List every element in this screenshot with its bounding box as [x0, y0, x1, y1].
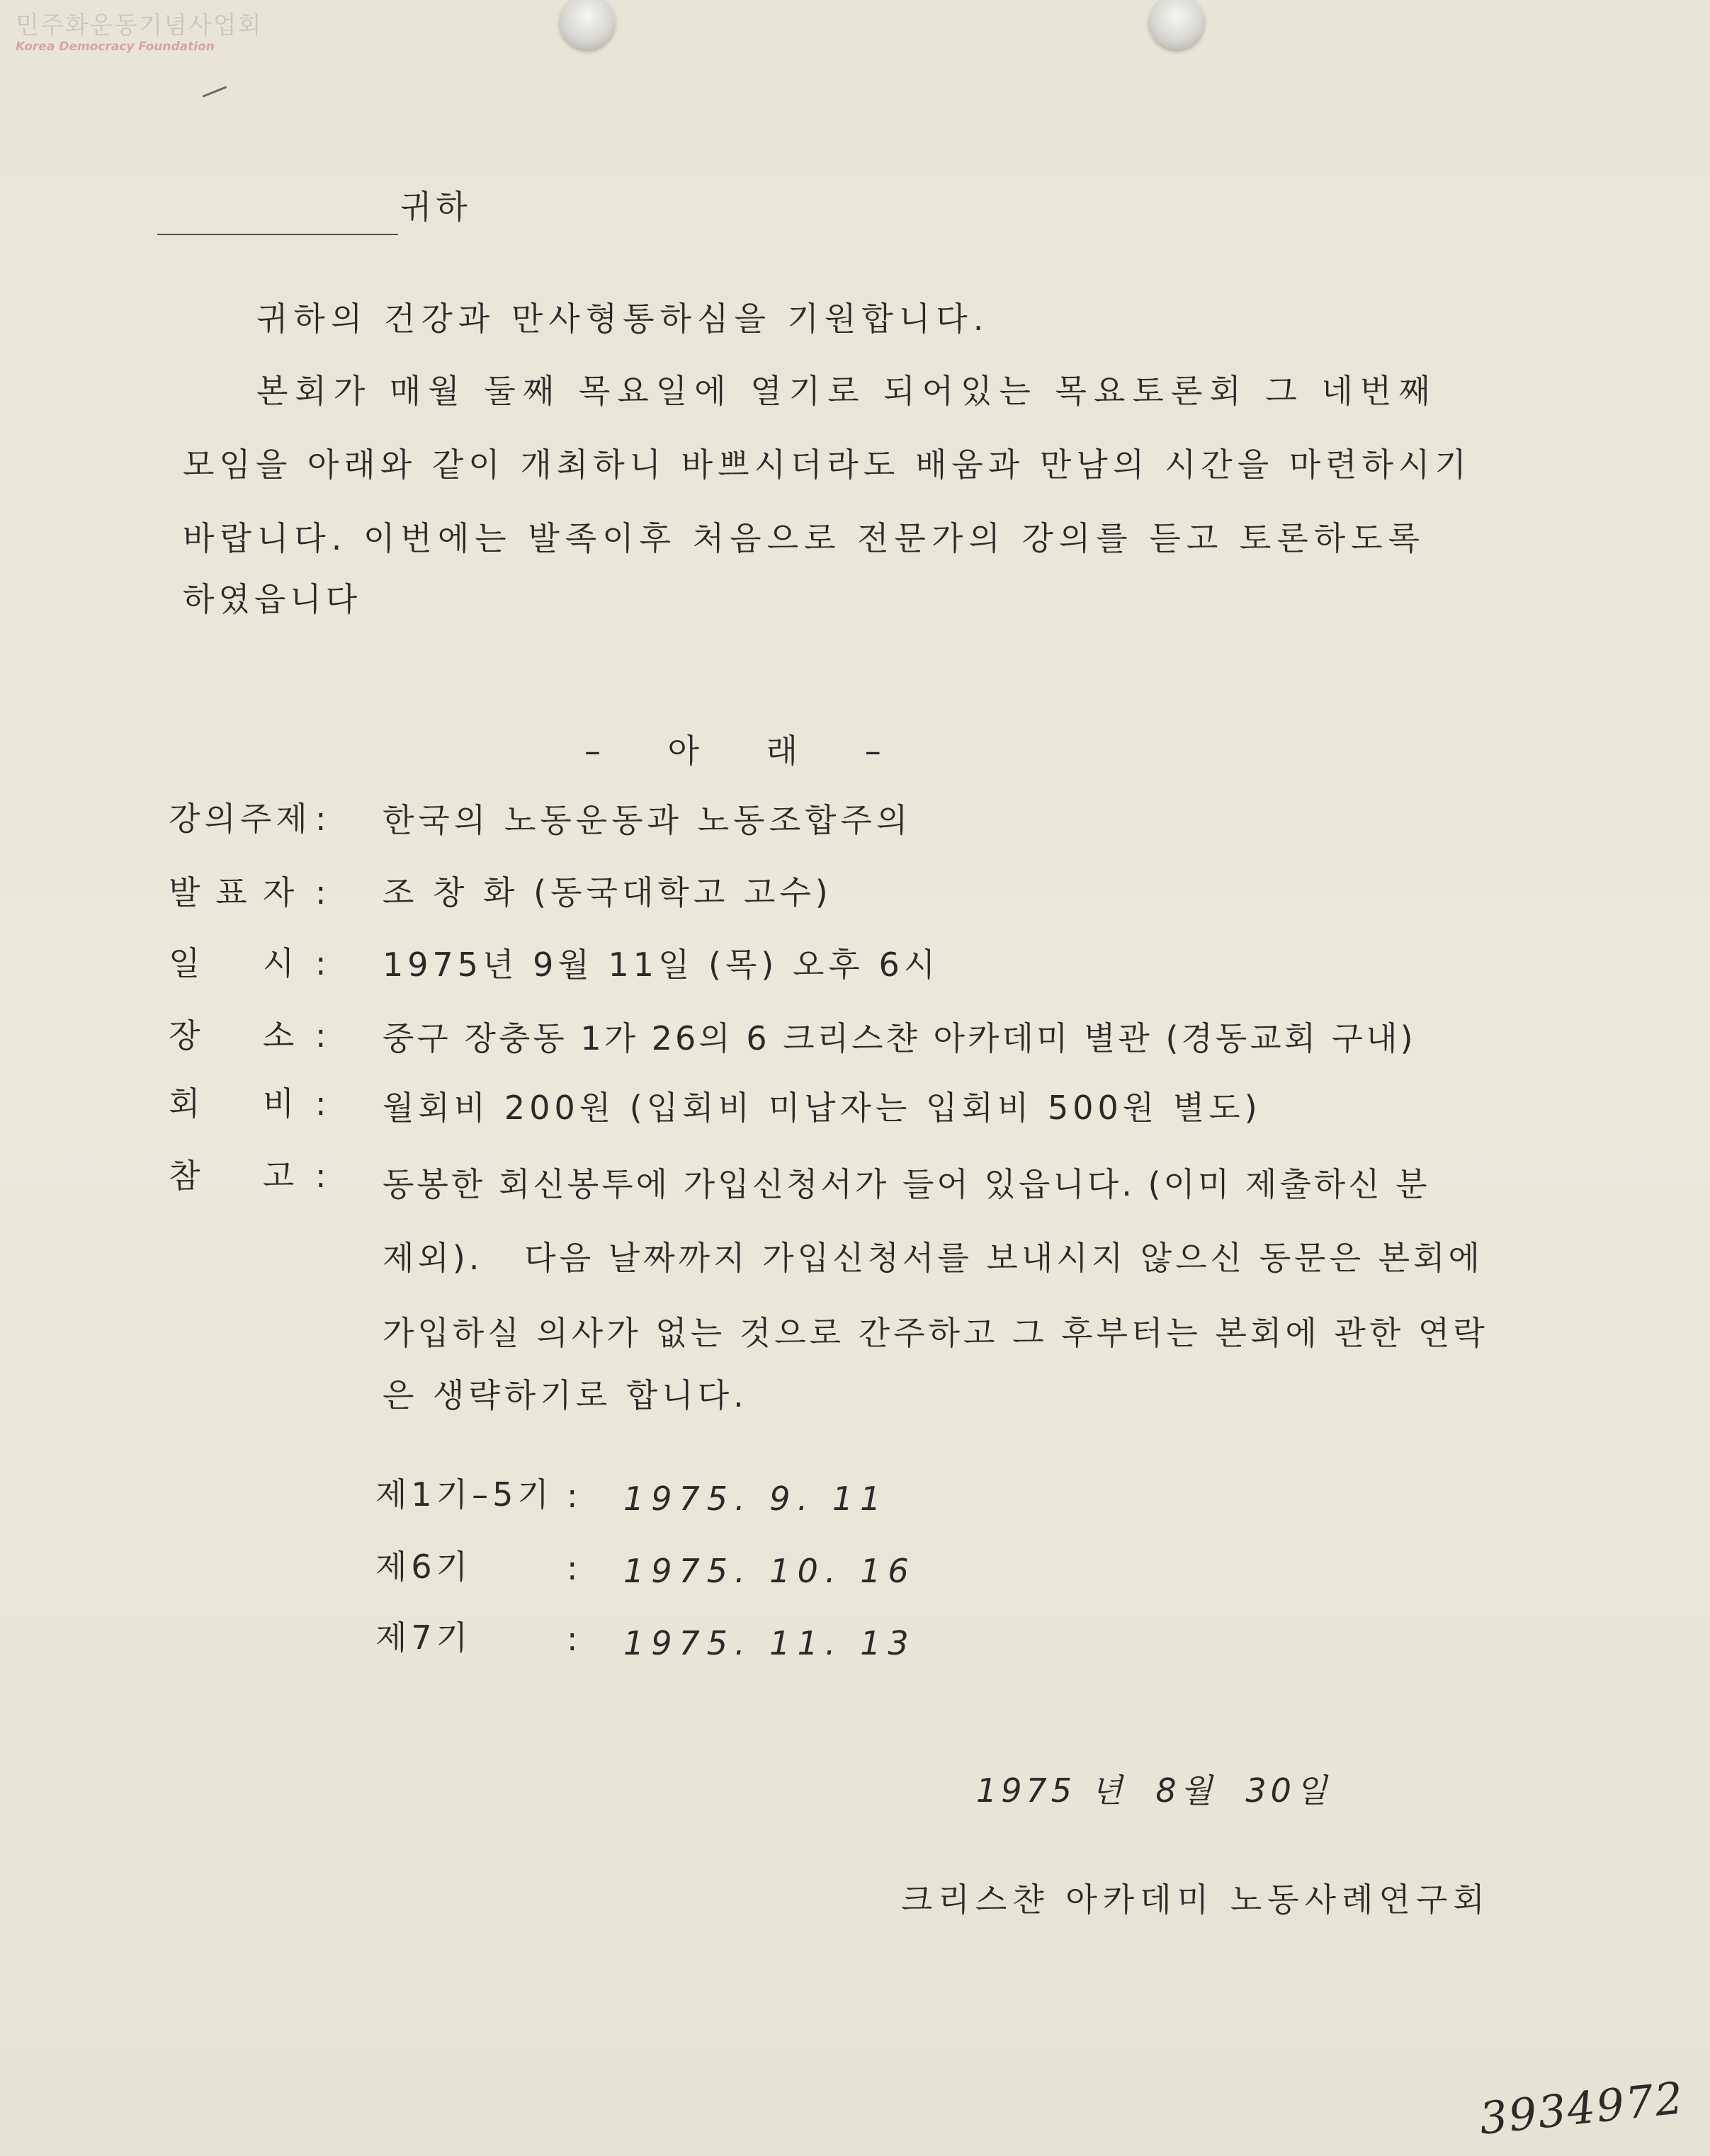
- schedule-date: 1975. 10. 16: [623, 1552, 916, 1590]
- detail-value: 조 창 화 (동국대학고 고수): [383, 873, 832, 912]
- greeting: 귀하의 건강과 만사형통하심을 기원합니다.: [256, 300, 990, 338]
- schedule-colon: :: [567, 1620, 582, 1658]
- schedule-colon: :: [567, 1477, 582, 1515]
- detail-colon: :: [315, 1084, 331, 1123]
- detail-value: 동봉한 회신봉투에 가입신청서가 들어 있읍니다. (이미 제출하신 분: [383, 1165, 1430, 1203]
- schedule-label: 제1기–5기: [375, 1475, 553, 1514]
- sender-name: 크리스챤 아카데미 노동사례연구회: [901, 1880, 1490, 1919]
- binder-hole-right: [1149, 0, 1204, 50]
- detail-colon: :: [315, 873, 331, 912]
- watermark-korean: 민주화운동기념사업회: [16, 11, 263, 40]
- detail-label: 강의주제: [169, 800, 312, 838]
- body-line: 모임을 아래와 같이 개최하니 바쁘시더라도 배움과 만남의 시간을 마련하시기: [183, 446, 1471, 484]
- handwritten-archive-number: 3934972: [1476, 2072, 1687, 2145]
- detail-value: 한국의 노동운동과 노동조합주의: [383, 801, 912, 839]
- note-line: 가입하실 의사가 없는 것으로 간주하고 그 후부터는 본회에 관한 연락: [383, 1314, 1488, 1352]
- section-heading: – 아 래 –: [584, 732, 910, 770]
- detail-value: 중구 장충동 1가 26의 6 크리스챤 아카데미 별관 (경동교회 구내): [383, 1019, 1416, 1057]
- detail-label: 발표자: [169, 873, 310, 912]
- detail-label: 장 소: [169, 1016, 299, 1055]
- detail-label: 일 시: [169, 944, 299, 982]
- binder-hole-left: [560, 0, 615, 50]
- pen-mark: [203, 86, 227, 97]
- note-line: 제외). 다음 날짜까지 가입신청서를 보내시지 않으신 동문은 본회에: [383, 1239, 1483, 1277]
- detail-value: 월회비 200원 (입회비 미납자는 입회비 500원 별도): [383, 1089, 1262, 1127]
- body-line: 바랍니다. 이번에는 발족이후 처음으로 전문가의 강의를 듣고 토론하도록: [183, 519, 1426, 557]
- detail-colon: :: [315, 1157, 331, 1195]
- body-line: 하였읍니다: [183, 580, 362, 618]
- salutation: 귀하: [400, 188, 472, 226]
- detail-label: 회 비: [169, 1084, 299, 1123]
- schedule-date: 1975. 11. 13: [623, 1624, 916, 1662]
- schedule-date: 1975. 9. 11: [623, 1480, 888, 1518]
- schedule-colon: :: [567, 1549, 582, 1587]
- schedule-label: 제7기: [375, 1618, 472, 1657]
- recipient-blank-line: [157, 234, 398, 235]
- watermark-english: Korea Democracy Foundation: [16, 40, 215, 54]
- detail-colon: :: [315, 800, 331, 838]
- body-line: 본회가 매월 둘째 목요일에 열기로 되어있는 목요토론회 그 네번째: [256, 372, 1437, 410]
- letter-date: 1975 년 8월 30일: [976, 1771, 1332, 1810]
- detail-colon: :: [315, 1016, 331, 1055]
- detail-label: 참 고: [169, 1157, 299, 1195]
- watermark-logo: [16, 11, 262, 54]
- detail-colon: :: [315, 944, 331, 982]
- detail-value: 1975년 9월 11일 (목) 오후 6시: [383, 946, 940, 984]
- schedule-label: 제6기: [375, 1548, 472, 1586]
- note-line: 은 생략하기로 합니다.: [383, 1376, 748, 1414]
